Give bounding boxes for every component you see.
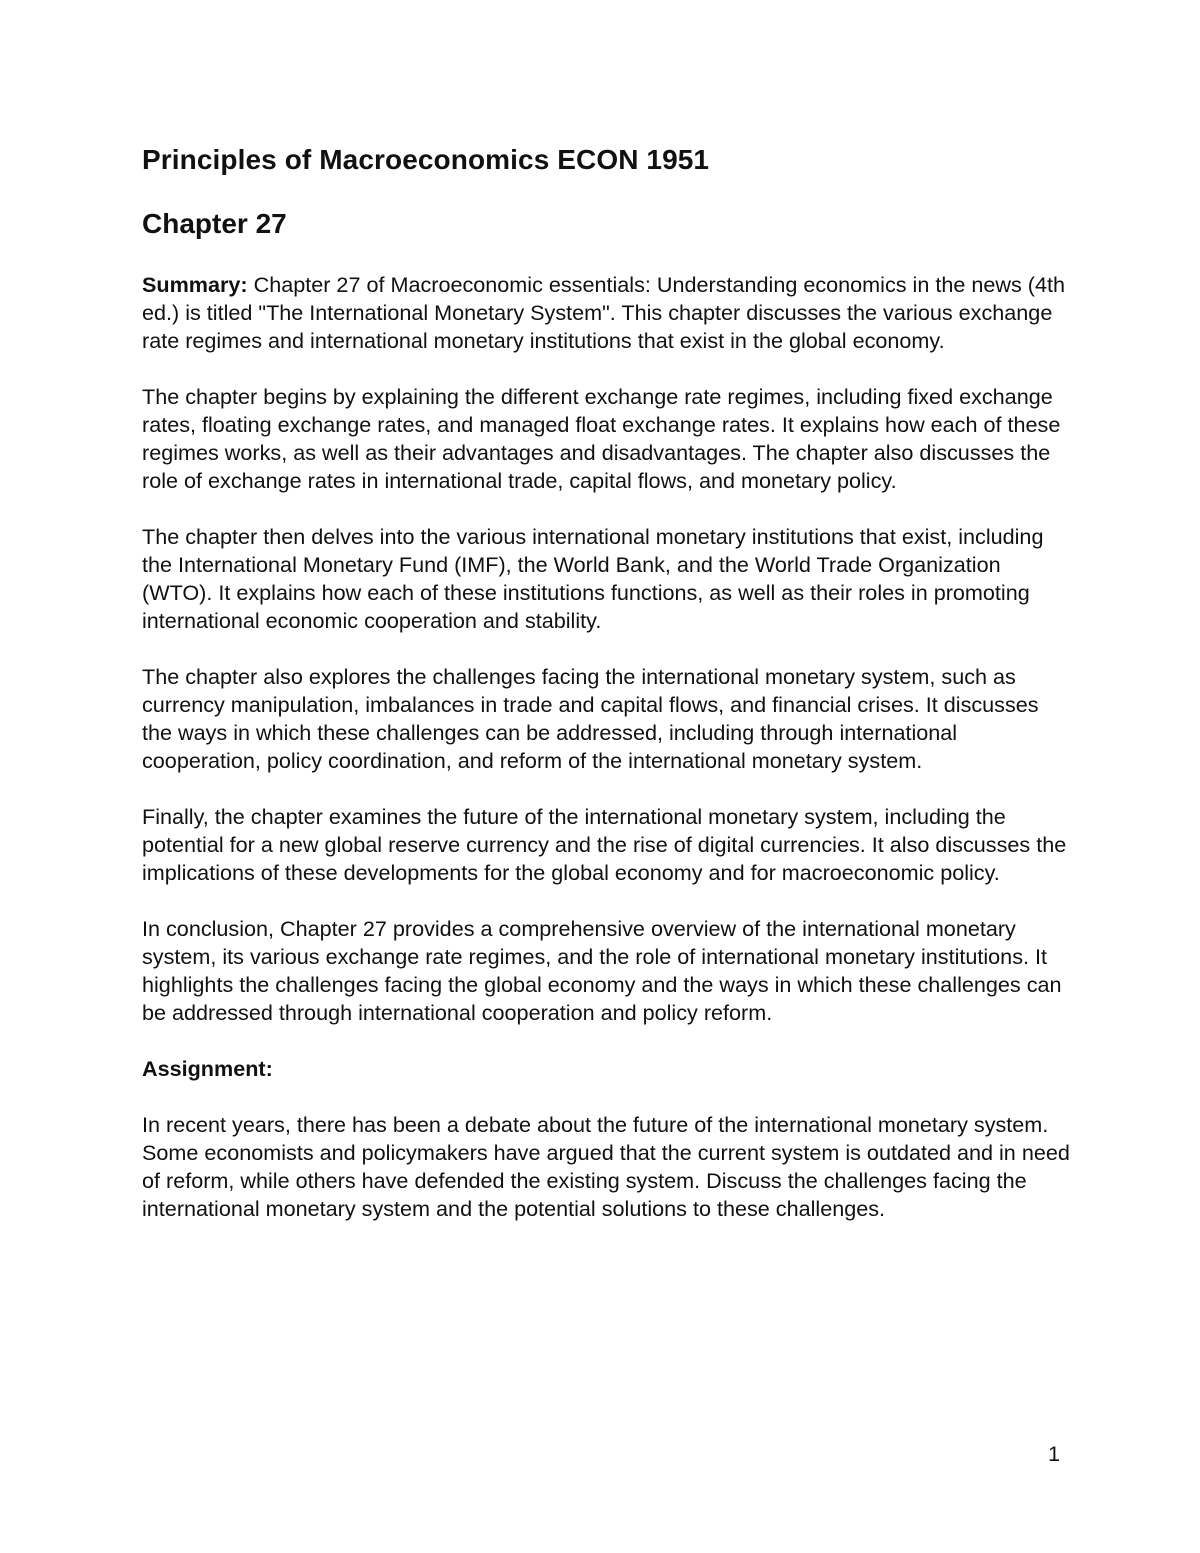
- paragraph-future: Finally, the chapter examines the future of the international monetary system, including the potential for a new global reserve currency and the rise of digital currencies. It also discusses the implications of these developments for the global economy and for macroeconomic policy.: [142, 804, 1067, 885]
- chapter-heading: Chapter 27: [142, 208, 287, 239]
- summary-text: Chapter 27 of Macroeconomic essentials: Understanding economics in the news (4th ed.) is titled "The International Monetary System". This chapter discusses the various exchange rate regimes and international monetary institutions that exist in the global economy.: [142, 272, 1065, 353]
- paragraph-exchange-rate-regimes: The chapter begins by explaining the different exchange rate regimes, including fixed exchange rates, floating exchange rates, and managed float exchange rates. It explains how each of these regimes works, as well as their advantages and disadvantages. The chapter also discusses the role of exchange rates in international trade, capital flows, and monetary policy.: [142, 384, 1061, 493]
- assignment-heading: Assignment:: [142, 1056, 273, 1081]
- summary-paragraph: [142, 271, 1072, 355]
- document-body: [142, 140, 1072, 1223]
- paragraph-monetary-institutions: The chapter then delves into the various international monetary institutions that exist, including the International Monetary Fund (IMF), the World Bank, and the World Trade Organization (WTO). It explains how each of these institutions functions, as well as their roles in promoting international economic cooperation and stability.: [142, 524, 1044, 633]
- assignment-paragraph: In recent years, there has been a debate about the future of the international monetary system. Some economists and policymakers have argued that the current system is outdated and in need of reform, while others have defended the existing system. Discuss the challenges facing the international monetary system and the potential solutions to these challenges.: [142, 1112, 1070, 1221]
- paragraph-challenges: The chapter also explores the challenges facing the international monetary system, such as currency manipulation, imbalances in trade and capital flows, and financial crises. It discusses the ways in which these challenges can be addressed, including through international cooperation, policy coordination, and reform of the international monetary system.: [142, 664, 1039, 773]
- document-title: Principles of Macroeconomics ECON 1951: [142, 144, 710, 175]
- page-number: 1: [1047, 1441, 1060, 1466]
- summary-label: Summary:: [142, 272, 248, 297]
- paragraph-conclusion: In conclusion, Chapter 27 provides a comprehensive overview of the international monetary system, its various exchange rate regimes, and the role of international monetary institutions. It highlights the challenges facing the global economy and the ways in which these challenges can be addressed through international cooperation and policy reform.: [142, 916, 1062, 1025]
